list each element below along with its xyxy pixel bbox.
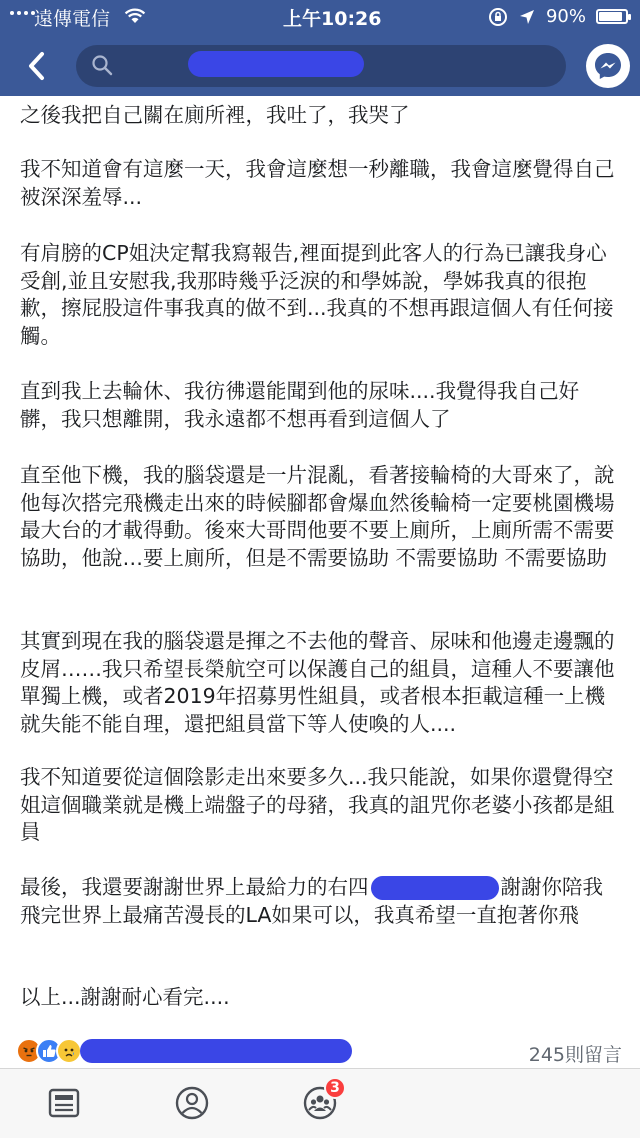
- battery-icon: [596, 9, 628, 24]
- sad-reaction-icon: [56, 1038, 82, 1064]
- post-closing: 以上...謝謝耐心看完....: [20, 985, 230, 1009]
- thanks-text-after: 謝謝你陪我飛完世界上最痛苦漫長的LA如果可以，我真希望一直抱著你飛: [20, 875, 603, 927]
- redaction-scribble: [80, 1039, 352, 1063]
- redaction-scribble: [188, 51, 364, 77]
- messenger-icon: [593, 51, 623, 81]
- tab-groups[interactable]: [298, 1081, 342, 1125]
- status-right-group: [488, 6, 628, 27]
- redaction-scribble: [371, 876, 499, 900]
- chevron-left-icon: [26, 51, 46, 81]
- messenger-button[interactable]: [586, 44, 630, 88]
- post-content: [20, 96, 620, 1040]
- profile-icon: [174, 1085, 210, 1121]
- signal-strength-icon: [10, 11, 35, 15]
- comment-count-link[interactable]: 245則留言: [528, 1044, 622, 1066]
- status-time: 上午10:26: [283, 8, 382, 30]
- battery-percent: 90%: [545, 6, 586, 27]
- post-paragraph: 我不知道要從這個陰影走出來要多久...我只能說，如果你還覺得空姐這個職業就是機上端盤子的母豬，我真的詛咒你老婆小孩都是組員: [20, 765, 615, 844]
- post-paragraph: 之後我把自己關在廁所裡，我吐了，我哭了: [20, 103, 410, 127]
- tab-profile[interactable]: [170, 1081, 214, 1125]
- post-paragraph: 直到我上去輪休、我彷彿還能聞到他的尿味....我覺得我自己好髒，我只想離開，我永遠都不想再看到這個人了: [20, 379, 580, 431]
- post-paragraph: 直至他下機，我的腦袋還是一片混亂，看著接輪椅的大哥來了，說他每次搭完飛機走出來的時候腳都會爆血然後輪椅一定要桃園機場最大台的才載得動。後來大哥問他要不要上廁所，上廁所需不需要協助，他說…要上廁所，但是不需要協助 不需要協助 不需要協助: [20, 463, 615, 570]
- search-icon: [90, 53, 114, 77]
- news-feed-icon: [47, 1086, 81, 1120]
- wifi-icon: [124, 8, 146, 24]
- bottom-tab-bar: [0, 1068, 640, 1138]
- back-button[interactable]: [18, 46, 54, 86]
- post-paragraph: 我不知道會有這麼一天，我會這麼想一秒離職，我會這麼覺得自己被深深羞辱...: [20, 157, 615, 209]
- carrier-name: 遠傳電信: [34, 8, 111, 30]
- rotation-lock-icon: [488, 7, 508, 27]
- status-bar: [0, 0, 640, 34]
- post-paragraph: [20, 874, 620, 929]
- thanks-text-before: 最後，我還要謝謝世界上最給力的右四: [20, 875, 369, 899]
- post-paragraph: 有肩膀的CP姐決定幫我寫報告,裡面提到此客人的行為已讓我身心受創,並且安慰我,我那時幾乎泛淚的和學姊說，學姊我真的很抱歉，擦屁股這件事我真的做不到...我真的不想再跟這個人有任何接觸。: [20, 241, 614, 348]
- battery-fill: [599, 12, 622, 21]
- notification-badge: 3: [324, 1077, 346, 1099]
- tab-news-feed[interactable]: [42, 1081, 86, 1125]
- location-arrow-icon: [518, 8, 536, 26]
- search-input[interactable]: [76, 45, 566, 87]
- reactions-row[interactable]: [16, 1036, 624, 1068]
- header-bar: [0, 0, 640, 96]
- post-paragraph: 其實到現在我的腦袋還是揮之不去他的聲音、尿味和他邊走邊飄的皮屑……我只希望長榮航空可以保護自己的組員，這種人不要讓他單獨上機，或者2019年招募男性組員，或者根本拒載這種一上機就失能不能自理，還把組員當下等人使喚的人....: [20, 629, 615, 736]
